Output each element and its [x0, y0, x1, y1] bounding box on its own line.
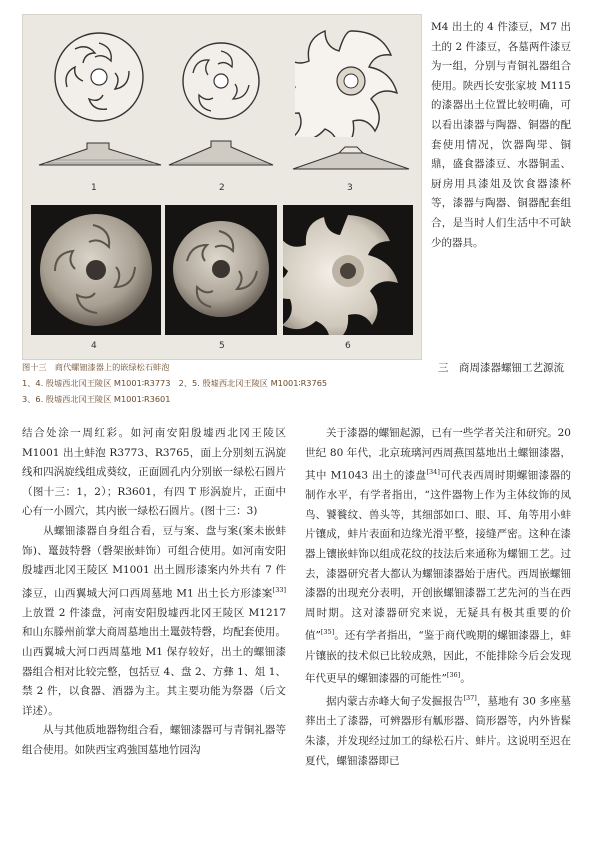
right-top-paragraph: M4 出土的 4 件漆豆，M7 出土的 2 件漆豆，各墓两件漆豆为一组，分别与青铜礼器组合使用。陕西长安张家坡 M115 的漆器出土位置比较明确，可以看出漆器与陶器、铜器的配套使用情况，饮器陶斝、铜鼎，盛食器漆豆、水器铜盂、厨房用具漆俎及饮食器漆杯等，漆器与陶器、铜器配套组合，是当时人们生活中不可缺少的器具。	[431, 21, 571, 249]
citation-36: [36]	[446, 671, 461, 680]
right-p2-text-b: ，墓地有 30 多座墓葬出土了漆器，可辨器形有觚形器、筒形器等，内外皆髹朱漆，并发现经过加工的绿松石片、蚌片。这说明至迟在夏代，螺钿漆器即已	[305, 695, 571, 767]
right-p2-text-a: 据内蒙古赤峰大甸子发掘报告	[326, 695, 464, 708]
photo-shell-ornament-5	[165, 205, 277, 335]
drawing-shell-ornament-1	[41, 27, 161, 127]
left-p2-text-a: 从螺钿漆器自身组合看，豆与案、盘与案(案未嵌蚌饰)、鼍鼓特磬（磬架嵌蚌饰）可组合使用。如河南安阳殷墟西北冈王陵区 M1001 出土圆形漆案内外共有 7 件漆豆，山西翼城大河口西周墓地 M1 出土长方形漆案	[22, 524, 286, 600]
right-top-column	[431, 18, 571, 253]
left-p2-text-b: 上放置 2 件漆盘，河南安阳殷墟西北冈王陵区 M1217 和山东滕州前掌大商周墓地出土鼍鼓特磬，均配套使用。山西翼城大河口西周墓地 M1 保存较好，出土的螺钿漆器组合相对比较完整，包括豆 4、盘 2、方彝 1、俎 1、禁 2 件，以食器、酒器为主。其主要功能为祭器（后文详述）。	[22, 606, 286, 717]
figure-label-3: 3	[347, 183, 353, 193]
figure-label-6: 6	[345, 341, 351, 351]
right-p1-text-a: 关于漆器的螺钿起源，已有一些学者关注和研究。20 世纪 80 年代，北京琉璃河西周燕国墓地出土螺钿漆器，其中 M1043 出土的漆盘	[305, 427, 571, 482]
photo-shell-ornament-4	[31, 205, 161, 335]
figure-label-2: 2	[219, 183, 225, 193]
left-paragraph-3: 从与其他质地器物组合看，螺钿漆器可与青铜礼器等组合使用。如陕西宝鸡強国墓地竹园沟	[22, 724, 286, 756]
drawing-shell-ornament-3	[295, 25, 407, 137]
right-p1-text-c: 。还有学者指出，“鉴于商代晚期的螺钿漆器上，蚌片镶嵌的技术似已比较成熟，因此，不能排除今后会发现年代更早的螺钿漆器的可能性”	[305, 629, 571, 685]
right-paragraph-2	[305, 689, 571, 771]
left-column	[22, 424, 286, 761]
right-column	[305, 424, 571, 771]
left-paragraph-1: 结合处涂一周红彩。如河南安阳殷墟西北冈王陵区 M1001 出土蚌泡 R3773、R3765，面上分别刻五涡旋线和四涡旋线组成葵纹，正面圆孔内分别嵌一绿松石圆片（图十三：1，2）；R3601，有四 T 形涡旋片，正面中心有一小圆穴，其内嵌一绿松石圆片。(图十三：3)	[22, 427, 286, 518]
section-profile-1	[35, 135, 165, 171]
citation-35: [35]	[320, 628, 335, 637]
figure-caption-title: 图十三 商代螺钿漆器上的嵌绿松石蚌泡	[22, 362, 170, 372]
citation-34: [34]	[426, 468, 440, 477]
citation-37: [37]	[463, 694, 477, 703]
section-heading: 三 商周漆器螺钿工艺源流	[438, 362, 564, 374]
right-p1-text-d: 。	[460, 672, 471, 685]
citation-33: [33]	[272, 585, 286, 594]
section-profile-2	[165, 135, 277, 171]
figure-label-5: 5	[219, 341, 225, 351]
section-profile-3	[289, 141, 413, 177]
figure-caption-line2: 3、6. 殷墟西北冈王陵区 M1001∶R3601	[22, 394, 171, 404]
figure-label-1: 1	[91, 183, 97, 193]
figure-plate	[22, 14, 422, 360]
right-p1-text-b: 可代表西周时期螺钿漆器的制作水平，有学者指出，“这件器物上作为主体纹饰的凤鸟、饕餮纹、兽头等，其细部如口、眼、耳、角等用小蚌片镶成，蚌片表面和边缘光滑平整，接缝严密。这种在漆器上镶嵌蚌饰以组成花纹的技法后来通称为螺钿工艺。过去，漆器研究者大都认为螺钿漆器始于唐代。西周嵌螺钿漆器的出现充分表明，开创嵌螺钿漆器工艺先河的当在西周时期。这对漆器研究来说，无疑具有极其重要的价值”	[305, 469, 572, 642]
figure-label-4: 4	[91, 341, 97, 351]
drawing-shell-ornament-2	[171, 37, 271, 127]
right-paragraph-1	[305, 424, 571, 689]
photo-shell-ornament-6	[283, 205, 413, 335]
left-paragraph-2	[22, 522, 286, 721]
figure-caption-line1: 1、4. 殷墟西北冈王陵区 M1001∶R3773 2、5. 殷墟西北冈王陵区 M1001∶R3765	[22, 378, 328, 388]
